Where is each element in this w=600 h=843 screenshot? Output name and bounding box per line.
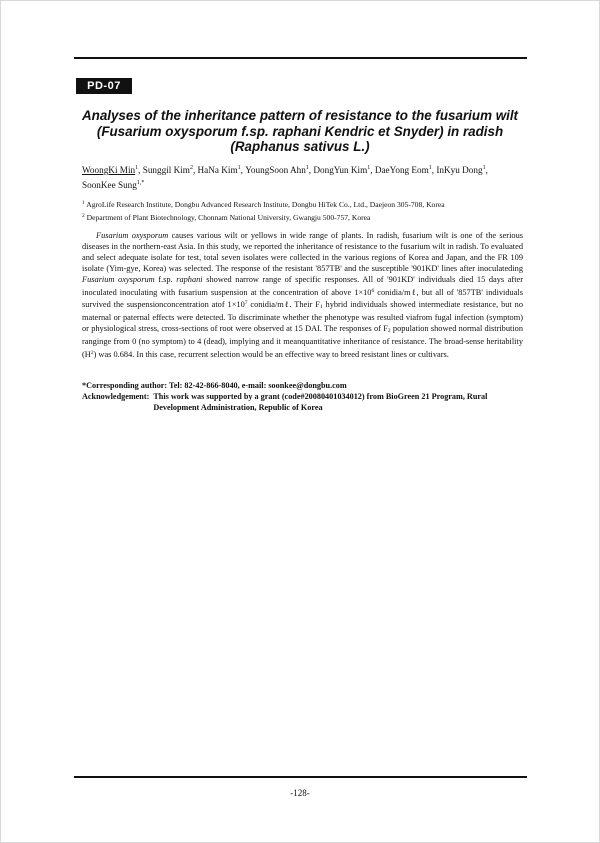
- author-name: HaNa Kim: [197, 165, 238, 175]
- author-affil-mark: 1: [482, 165, 486, 171]
- species-name: Fusarium oxysporum: [82, 274, 155, 284]
- acknowledgement-label: Acknowledgement:: [82, 391, 150, 401]
- author-affil-mark: 2: [189, 165, 193, 171]
- footnotes: [82, 381, 523, 413]
- affiliation-number: 2: [82, 212, 85, 219]
- affiliation-item: [82, 198, 522, 211]
- author-name: DaeYong Eom: [374, 165, 429, 175]
- author-name: Sunggil Kim: [142, 165, 190, 175]
- author-affil-mark: 1: [135, 165, 139, 171]
- species-name: Fusarium oxysporum: [96, 231, 169, 240]
- corresponding-author: *Corresponding author: Tel: 82-42-866-8040, e-mail: soonkee@dongbu.com: [82, 381, 347, 390]
- affiliations: [82, 198, 522, 223]
- acknowledgement: [82, 392, 523, 414]
- acknowledgement-text: This work was supported by a grant (code#20080401034012) from BioGreen 21 Program, Rural Development Administration, Republic of Korea: [153, 391, 488, 412]
- top-rule: [74, 57, 527, 59]
- affiliation-item: [82, 211, 522, 224]
- author-name: YoungSoon Ahn: [245, 165, 306, 175]
- bottom-rule: [74, 776, 527, 778]
- author-name: WoongKi Min: [82, 165, 136, 175]
- affiliation-text: Department of Plant Biotechnology, Chonnam National University, Gwangju 500-757, Korea: [86, 212, 371, 222]
- author-affil-mark: 1: [428, 165, 432, 171]
- author-item: YoungSoon Ahn$^1$,: [245, 165, 314, 175]
- author-affil-mark: 1: [305, 165, 309, 171]
- author-item: DongYun Kim$^1$,: [313, 165, 375, 175]
- author-item: WoongKi Min$^1$,: [82, 165, 143, 175]
- author-name: DongYun Kim: [313, 165, 368, 175]
- abstract-body: Fusarium oxysporum causes various wilt or yellows in wide range of plants. In radish, fusarium wilt is one of the serious diseases in the northern-east Asia. In this study, we reported the inheritance of resistance to the fusarium wilt in radish. To evaluated and select adequate isolate for test, total seven isolates were collected in the various regions of Korea and Japan, and the FR 109 isolate (Yim-gye, Korea) was selected. The response of the resistant '857TB' and the susceptible '901KD' lines after inoculateding Fusarium oxysporum f.sp. raphani showed narrow range of specific responses. All of '901KD' individuals died 15 days after inoculated inoculating with fusarium suspension at the concentration of above $1\times 10^6$ conidia/mℓ, but all of '857TB' individuals survived the suspensionconcentration atof $1\times 10^7$ conidia/mℓ. Their $F_1$ hybrid individuals showed intermediate resistance, but no maternal or paternal effects were detected. To discriminate whether the phenotype was resulted viafrom fugal infection (symptom) or physiological stress, cross-sections of root were observed at 15 DAI. The responses of $F_2$ population showed normal distribution ranginge from 0 (no symptom) to 4 (dead), implying and it meanquantitative inheritance of resistance. The broad-sense heritability $(H^2)$ was 0.684. In this case, recurrent selection would be an effective way to breed resistant lines or cultivars.: [82, 231, 524, 360]
- author-item: [82, 180, 144, 190]
- author-list: [82, 162, 522, 192]
- author-affil-mark: 1: [367, 165, 371, 171]
- author-affil-mark: 1,*: [136, 180, 145, 186]
- author-affil-mark: 1: [237, 165, 241, 171]
- page-number: -128-: [290, 788, 310, 798]
- species-name: raphani: [176, 274, 203, 284]
- author-name: InKyu Dong: [436, 165, 483, 175]
- author-name: SoonKee Sung: [82, 180, 137, 190]
- author-item: Sunggil Kim$^2$,: [142, 165, 198, 175]
- session-badge: PD-07: [76, 78, 132, 94]
- paper-title: Analyses of the inheritance pattern of resistance to the fusarium wilt (Fusarium oxysporum f.sp. raphani Kendric et Snyder) in radish (Raphanus sativus L.): [81, 108, 519, 155]
- author-item: HaNa Kim$^1$,: [197, 165, 246, 175]
- author-item: InKyu Dong$^1$,: [436, 165, 488, 175]
- affiliation-text: AgroLife Research Institute, Dongbu Advanced Research Institute, Dongbu HiTek Co., Ltd., Daejeon 305-708, Korea: [86, 200, 445, 209]
- author-item: DaeYong Eom$^1$,: [374, 165, 437, 175]
- affiliation-number: 1: [82, 200, 85, 206]
